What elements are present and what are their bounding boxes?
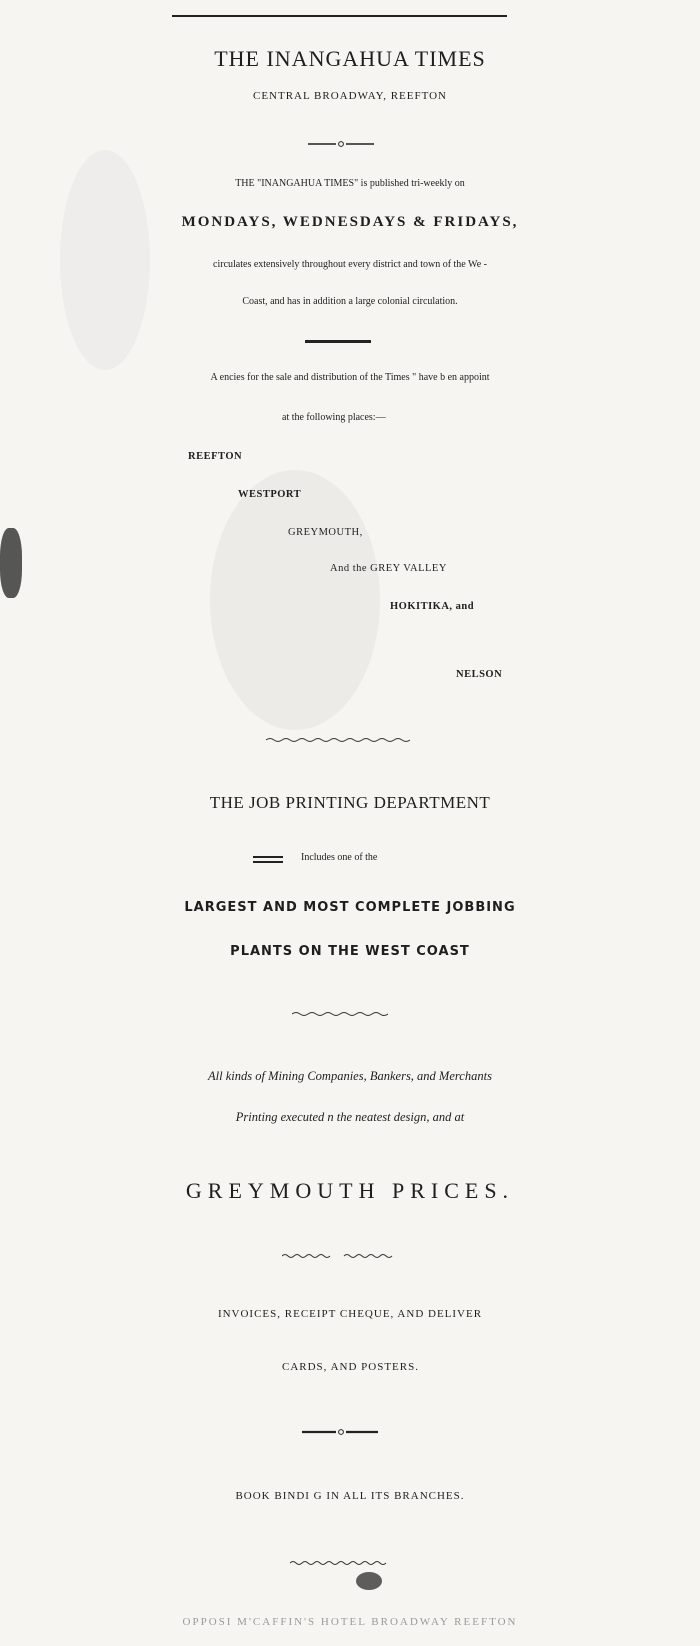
- wavy-rule: [290, 1560, 390, 1566]
- ink-smudge: [0, 528, 22, 598]
- publication-line: THE "INANGAHUA TIMES" is published tri-weekly on: [235, 178, 465, 189]
- top-rule: [172, 15, 507, 17]
- circulation-line-2: Coast, and has in addition a large colonial circulation.: [242, 296, 458, 307]
- masthead-address: CENTRAL BROADWAY, REEFTON: [253, 90, 447, 102]
- largest-line: LARGEST AND MOST COMPLETE JOBBING: [184, 900, 516, 915]
- cards-line: CARDS, AND POSTERS.: [282, 1361, 419, 1373]
- place-grey-valley: And the GREY VALLEY: [330, 563, 447, 574]
- agencies-intro: A encies for the sale and distribution of the Times " have b en appoint: [210, 372, 490, 383]
- plants-line: PLANTS ON THE WEST COAST: [230, 944, 470, 959]
- place-westport: WESTPORT: [238, 489, 302, 500]
- ornament-rule: [300, 1428, 380, 1436]
- publication-days: MONDAYS, WEDNESDAYS & FRIDAYS,: [181, 214, 519, 230]
- footer-line: OPPOSI M'CAFFIN'S HOTEL BROADWAY REEFTON: [182, 1616, 518, 1628]
- wavy-rule: [266, 737, 414, 743]
- masthead-title: THE INANGAHUA TIMES: [214, 46, 486, 71]
- ink-blot: [356, 1572, 382, 1590]
- greymouth-prices: GREYMOUTH PRICES.: [185, 1178, 515, 1203]
- place-nelson: NELSON: [456, 669, 503, 680]
- place-reefton: REEFTON: [188, 451, 243, 462]
- printing-line: Printing executed n the neatest design, and at: [235, 1110, 465, 1124]
- job-heading: THE JOB PRINTING DEPARTMENT: [209, 793, 491, 812]
- place-hokitika: HOKITIKA, and: [390, 601, 475, 612]
- kinds-line: All kinds of Mining Companies, Bankers, and Merchants: [208, 1069, 492, 1083]
- place-greymouth: GREYMOUTH,: [288, 527, 363, 538]
- circulation-line: circulates extensively throughout every district and town of the We -: [213, 259, 487, 270]
- book-binding-line: BOOK BINDI G IN ALL ITS BRANCHES.: [235, 1490, 465, 1502]
- ornament-rule: [306, 140, 376, 148]
- double-rule: [253, 856, 283, 858]
- invoices-line: INVOICES, RECEIPT CHEQUE, AND DELIVER: [217, 1308, 483, 1320]
- double-rule: [253, 861, 283, 863]
- paper-stain: [210, 470, 380, 730]
- wavy-rule: [282, 1253, 396, 1259]
- includes-line: Includes one of the: [301, 852, 378, 863]
- agencies-intro-2: at the following places:—: [282, 412, 386, 423]
- wavy-rule: [292, 1011, 388, 1017]
- short-rule: [305, 340, 371, 343]
